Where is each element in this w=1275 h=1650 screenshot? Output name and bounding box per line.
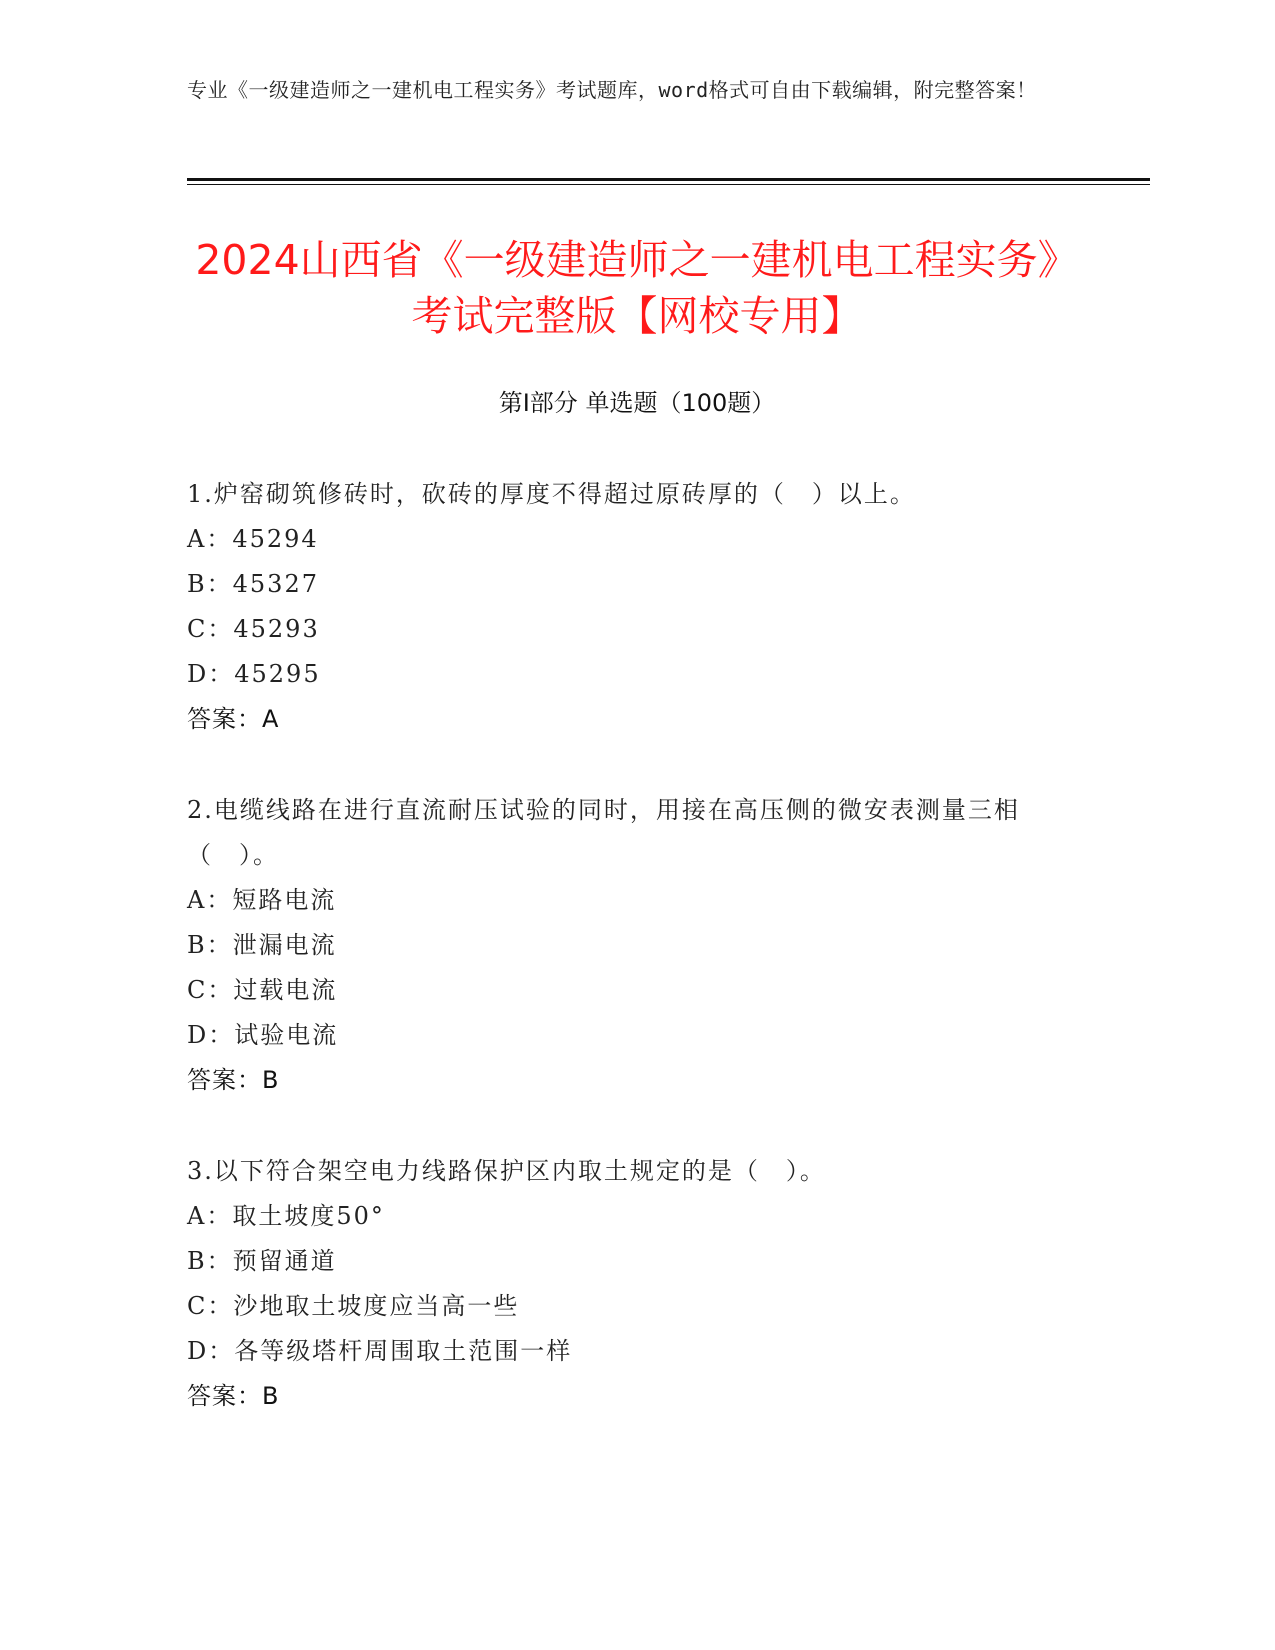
option-a: A：短路电流 <box>187 886 337 914</box>
question-3 <box>187 1149 1087 1419</box>
option-d: D：试验电流 <box>187 1021 339 1049</box>
option-b: B：45327 <box>187 570 319 598</box>
question-list <box>187 472 1087 1465</box>
question-stem: 3.以下符合架空电力线路保护区内取土规定的是（ ）。 <box>187 1157 826 1185</box>
option-a: A：45294 <box>187 525 319 553</box>
question-stem: 1.炉窑砌筑修砖时，砍砖的厚度不得超过原砖厚的（ ）以上。 <box>187 480 916 508</box>
answer-line: 答案：A <box>187 705 280 733</box>
option-b: B：泄漏电流 <box>187 931 337 959</box>
option-b: B：预留通道 <box>187 1247 337 1275</box>
header-divider-thin <box>187 184 1150 185</box>
option-a: A：取土坡度50° <box>187 1202 385 1230</box>
section-heading: 第Ⅰ部分 单选题（100题） <box>498 389 776 417</box>
header-note: 专业《一级建造师之一建机电工程实务》考试题库，word格式可自由下载编辑，附完整答案！ <box>187 78 1037 102</box>
answer-line: 答案：B <box>187 1382 280 1410</box>
option-c: C：45293 <box>187 615 320 643</box>
option-d: D：各等级塔杆周围取土范围一样 <box>187 1337 573 1365</box>
option-d: D：45295 <box>187 660 321 688</box>
answer-line: 答案：B <box>187 1066 280 1094</box>
option-c: C：过载电流 <box>187 976 338 1004</box>
header-divider-thick <box>187 178 1150 181</box>
question-2 <box>187 788 1087 1103</box>
option-c: C：沙地取土坡度应当高一些 <box>187 1292 520 1320</box>
document-title: 2024山西省《一级建造师之一建机电工程实务》考试完整版【网校专用】 <box>195 236 1079 340</box>
question-stem: 2.电缆线路在进行直流耐压试验的同时，用接在高压侧的微安表测量三相（ ）。 <box>187 796 1020 869</box>
question-1 <box>187 472 1087 742</box>
